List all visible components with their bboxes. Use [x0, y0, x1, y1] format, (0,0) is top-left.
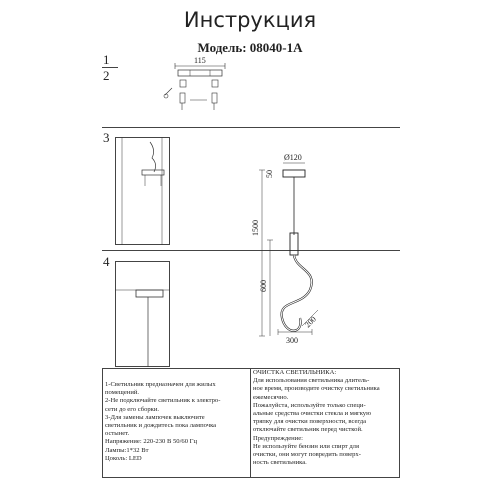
loop-size-label: 200 — [303, 314, 318, 330]
note-line: сети до его сборки. — [105, 405, 160, 413]
page-title: Инструкция — [183, 8, 317, 32]
note-line: Цоколь: LED — [105, 454, 142, 462]
note-line: альные средства очистки стекла и мягкую — [253, 409, 372, 417]
note-line: отключайте светильник перед чисткой. — [253, 426, 363, 434]
step-number-3: 3 — [103, 130, 110, 145]
note-line: 3-Для замены лампочек выключите — [105, 413, 205, 421]
step-number-4: 4 — [103, 254, 110, 269]
usage-notes — [105, 381, 220, 463]
canopy-height-label: 50 — [265, 170, 274, 178]
width-label: 115 — [194, 56, 206, 65]
model-number: Модель: 08040-1A — [197, 40, 303, 55]
warning-heading: Предупреждение: — [253, 434, 303, 442]
note-line: ность светильника. — [253, 459, 307, 467]
cleaning-notes — [253, 369, 380, 467]
note-line: Напряжение: 220-230 В 50/60 Гц — [105, 438, 198, 446]
total-height-label: 1500 — [251, 220, 260, 236]
note-line: Для использования светильника длитель- — [253, 377, 370, 385]
note-line: тряпку для очистки поверхности, всегда — [253, 418, 367, 426]
note-line: Пожалуйста, используйте только специ- — [253, 401, 366, 409]
note-line: 2-Не подключайте светильник к электро- — [105, 397, 221, 405]
note-line: Не используйте бензин или спирт для — [253, 442, 360, 450]
note-line: светильник и дождитесь пока лампочка — [105, 421, 217, 429]
step-number-1: 1 — [103, 52, 110, 67]
step-number-2: 2 — [103, 68, 110, 83]
note-line: ежемесячно. — [253, 393, 289, 401]
note-line: остынет. — [105, 430, 130, 438]
fixture-height-label: 600 — [259, 280, 268, 292]
note-line: Лампы:1*32 Вт — [105, 446, 149, 454]
canopy-diameter-label: Ø120 — [284, 153, 302, 162]
fixture-width-label: 300 — [286, 336, 298, 345]
note-line: 1-Светильник предназначен для жилых — [105, 381, 216, 388]
cleaning-heading: ОЧИСТКА СВЕТИЛЬНИКА: — [253, 369, 337, 376]
note-line: ное время, производите очистку светильника — [253, 385, 380, 393]
note-line: помещений. — [105, 389, 140, 397]
notes-divider — [250, 368, 251, 478]
note-line: очистки, они могут повредить поверх- — [253, 450, 361, 458]
